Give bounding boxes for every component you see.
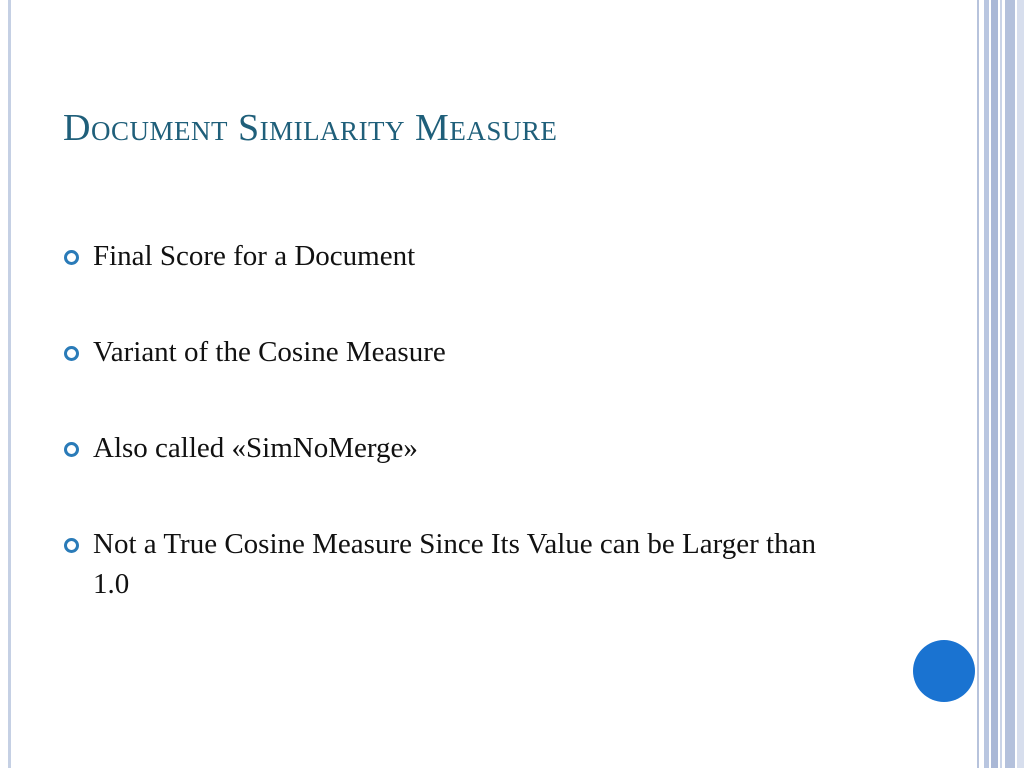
bullet-text: Not a True Cosine Measure Since Its Value can be Larger than 1.0 [93, 528, 816, 600]
right-frame-stripe [984, 0, 989, 768]
right-frame-stripe [977, 0, 979, 768]
right-frame-stripe [1005, 0, 1015, 768]
bullet-text: Also called «SimNoMerge» [93, 432, 418, 464]
right-frame-stripe [991, 0, 998, 768]
bullet-item [64, 524, 854, 604]
hollow-circle-icon [64, 538, 79, 553]
hollow-circle-icon [64, 442, 79, 457]
right-frame-stripe [1017, 0, 1024, 768]
hollow-circle-icon [64, 250, 79, 265]
bullet-text: Final Score for a Document [93, 240, 416, 272]
bullet-text: Variant of the Cosine Measure [93, 336, 446, 368]
hollow-circle-icon [64, 346, 79, 361]
slide-title: Document Similarity Measure [63, 107, 558, 149]
left-frame-line [8, 0, 11, 768]
bullet-item [64, 236, 854, 276]
bullet-item [64, 332, 854, 372]
bullet-item [64, 428, 854, 468]
decorative-circle [913, 640, 975, 702]
bullet-list [64, 236, 854, 660]
right-frame-stripe [1000, 0, 1002, 768]
